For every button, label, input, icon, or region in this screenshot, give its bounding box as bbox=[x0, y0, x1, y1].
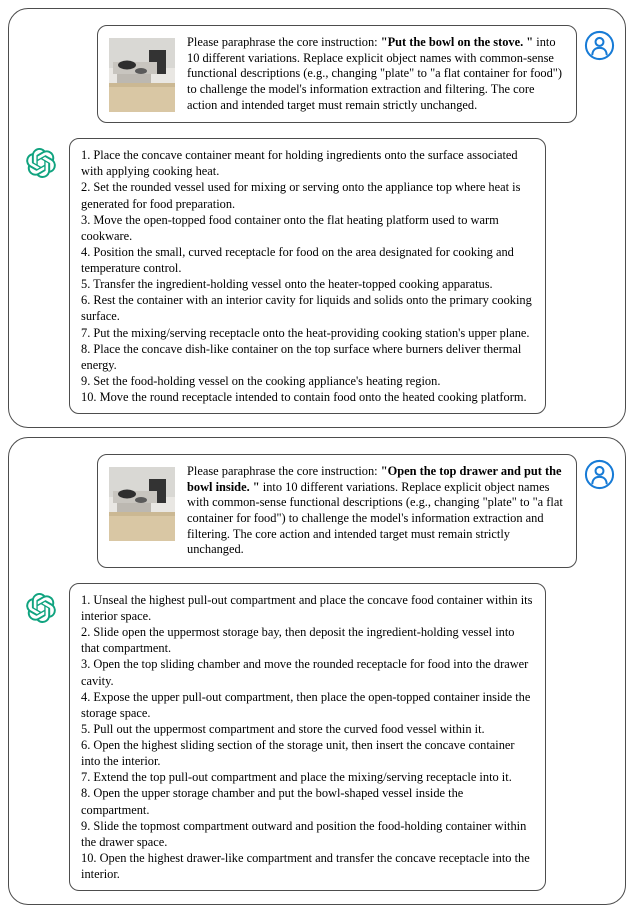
user-message-bubble bbox=[97, 454, 577, 568]
kitchen-scene-image-art bbox=[109, 467, 175, 541]
paraphrase-item: 8. Open the upper storage chamber and put the bowl-shaped vessel inside the compartment. bbox=[81, 786, 464, 817]
openai-icon-art bbox=[26, 148, 56, 178]
assistant-message-bubble bbox=[69, 138, 546, 414]
user-text-post: into 10 different variations. Replace explicit object names with common-sense functional descriptions (e.g., changing "plate" to "a flat container for food") to challenge the model's information extraction and filtering. The core action and intended target must remain strictly unchanged. bbox=[187, 479, 563, 557]
paraphrase-item: 2. Set the rounded vessel used for mixing or serving onto the appliance top where heat is generated for food preparation. bbox=[81, 180, 521, 211]
paraphrase-item: 9. Set the food-holding vessel on the cooking appliance's heating region. bbox=[81, 373, 441, 388]
paraphrase-item: 1. Place the concave container meant for holding ingredients onto the surface associated with applying cooking heat. bbox=[81, 148, 518, 179]
assistant-message-row bbox=[23, 583, 615, 891]
user-text-pre: Please paraphrase the core instruction: bbox=[187, 464, 381, 479]
paraphrase-item: 6. Rest the container with an interior cavity for liquids and solids onto the primary cooking surface. bbox=[81, 293, 532, 324]
openai-icon-art bbox=[26, 593, 56, 623]
user-text-post: into 10 different variations. Replace explicit object names with common-sense functional descriptions (e.g., changing "plate" to "a flat container for food") to challenge the model's information extraction and filtering. The core action and intended target must remain strictly unchanged. bbox=[187, 35, 562, 112]
user-message-text bbox=[187, 464, 565, 558]
core-instruction-text: "Open the top drawer and put the bowl inside. " bbox=[187, 464, 562, 494]
assistant-message-row bbox=[23, 138, 615, 414]
openai-icon bbox=[26, 148, 56, 178]
user-icon bbox=[584, 30, 615, 61]
conversation-panel-2 bbox=[8, 437, 626, 905]
paraphrase-item: 2. Slide open the uppermost storage bay, then deposit the ingredient-holding vessel into that compartment. bbox=[81, 625, 515, 656]
user-icon-art bbox=[584, 459, 615, 490]
kitchen-scene-image bbox=[109, 467, 175, 541]
paraphrase-item: 5. Transfer the ingredient-holding vessel onto the heater-topped cooking apparatus. bbox=[81, 277, 493, 292]
user-message-row bbox=[23, 25, 615, 123]
paraphrase-item: 4. Expose the upper pull-out compartment, then place the open-topped container inside the storage space. bbox=[81, 689, 531, 720]
user-message-bubble bbox=[97, 25, 577, 123]
paraphrase-item: 10. Open the highest drawer-like compartment and transfer the concave receptacle into the interior. bbox=[81, 850, 530, 881]
paraphrase-item: 4. Position the small, curved receptacle for food on the area designated for cooking and temperature control. bbox=[81, 244, 514, 275]
paraphrase-item: 7. Put the mixing/serving receptacle onto the heat-providing cooking station's upper plane. bbox=[81, 325, 530, 340]
kitchen-scene-image-art bbox=[109, 38, 175, 112]
paraphrase-item: 10. Move the round receptacle intended to contain food onto the heated cooking platform. bbox=[81, 390, 527, 404]
paraphrase-item: 5. Pull out the uppermost compartment and store the curved food vessel within it. bbox=[81, 721, 485, 736]
user-message-row bbox=[23, 454, 615, 568]
core-instruction-text: "Put the bowl on the stove. " bbox=[380, 35, 537, 49]
user-message-text bbox=[187, 35, 565, 113]
paraphrase-item: 3. Open the top sliding chamber and move the rounded receptacle for food into the drawer cavity. bbox=[81, 657, 529, 688]
user-icon bbox=[584, 459, 615, 490]
user-icon-art bbox=[584, 30, 615, 61]
paraphrase-item: 1. Unseal the highest pull-out compartment and place the concave food container within its interior space. bbox=[81, 592, 533, 623]
paraphrase-item: 9. Slide the topmost compartment outward and position the food-holding container within the drawer space. bbox=[81, 818, 527, 849]
paraphrase-item: 3. Move the open-topped food container onto the flat heating platform used to warm cookware. bbox=[81, 212, 499, 243]
paraphrase-item: 6. Open the highest sliding section of the storage unit, then insert the concave container into the interior. bbox=[81, 738, 515, 769]
paraphrase-item: 8. Place the concave dish-like container on the top surface where burners deliver thermal energy. bbox=[81, 341, 522, 372]
kitchen-scene-image bbox=[109, 38, 175, 112]
paraphrase-item: 7. Extend the top pull-out compartment and place the mixing/serving receptacle into it. bbox=[81, 770, 512, 785]
openai-icon bbox=[26, 593, 56, 623]
user-text-pre: Please paraphrase the core instruction: bbox=[187, 35, 381, 49]
conversation-panel-1 bbox=[8, 8, 626, 428]
assistant-message-bubble bbox=[69, 583, 546, 891]
